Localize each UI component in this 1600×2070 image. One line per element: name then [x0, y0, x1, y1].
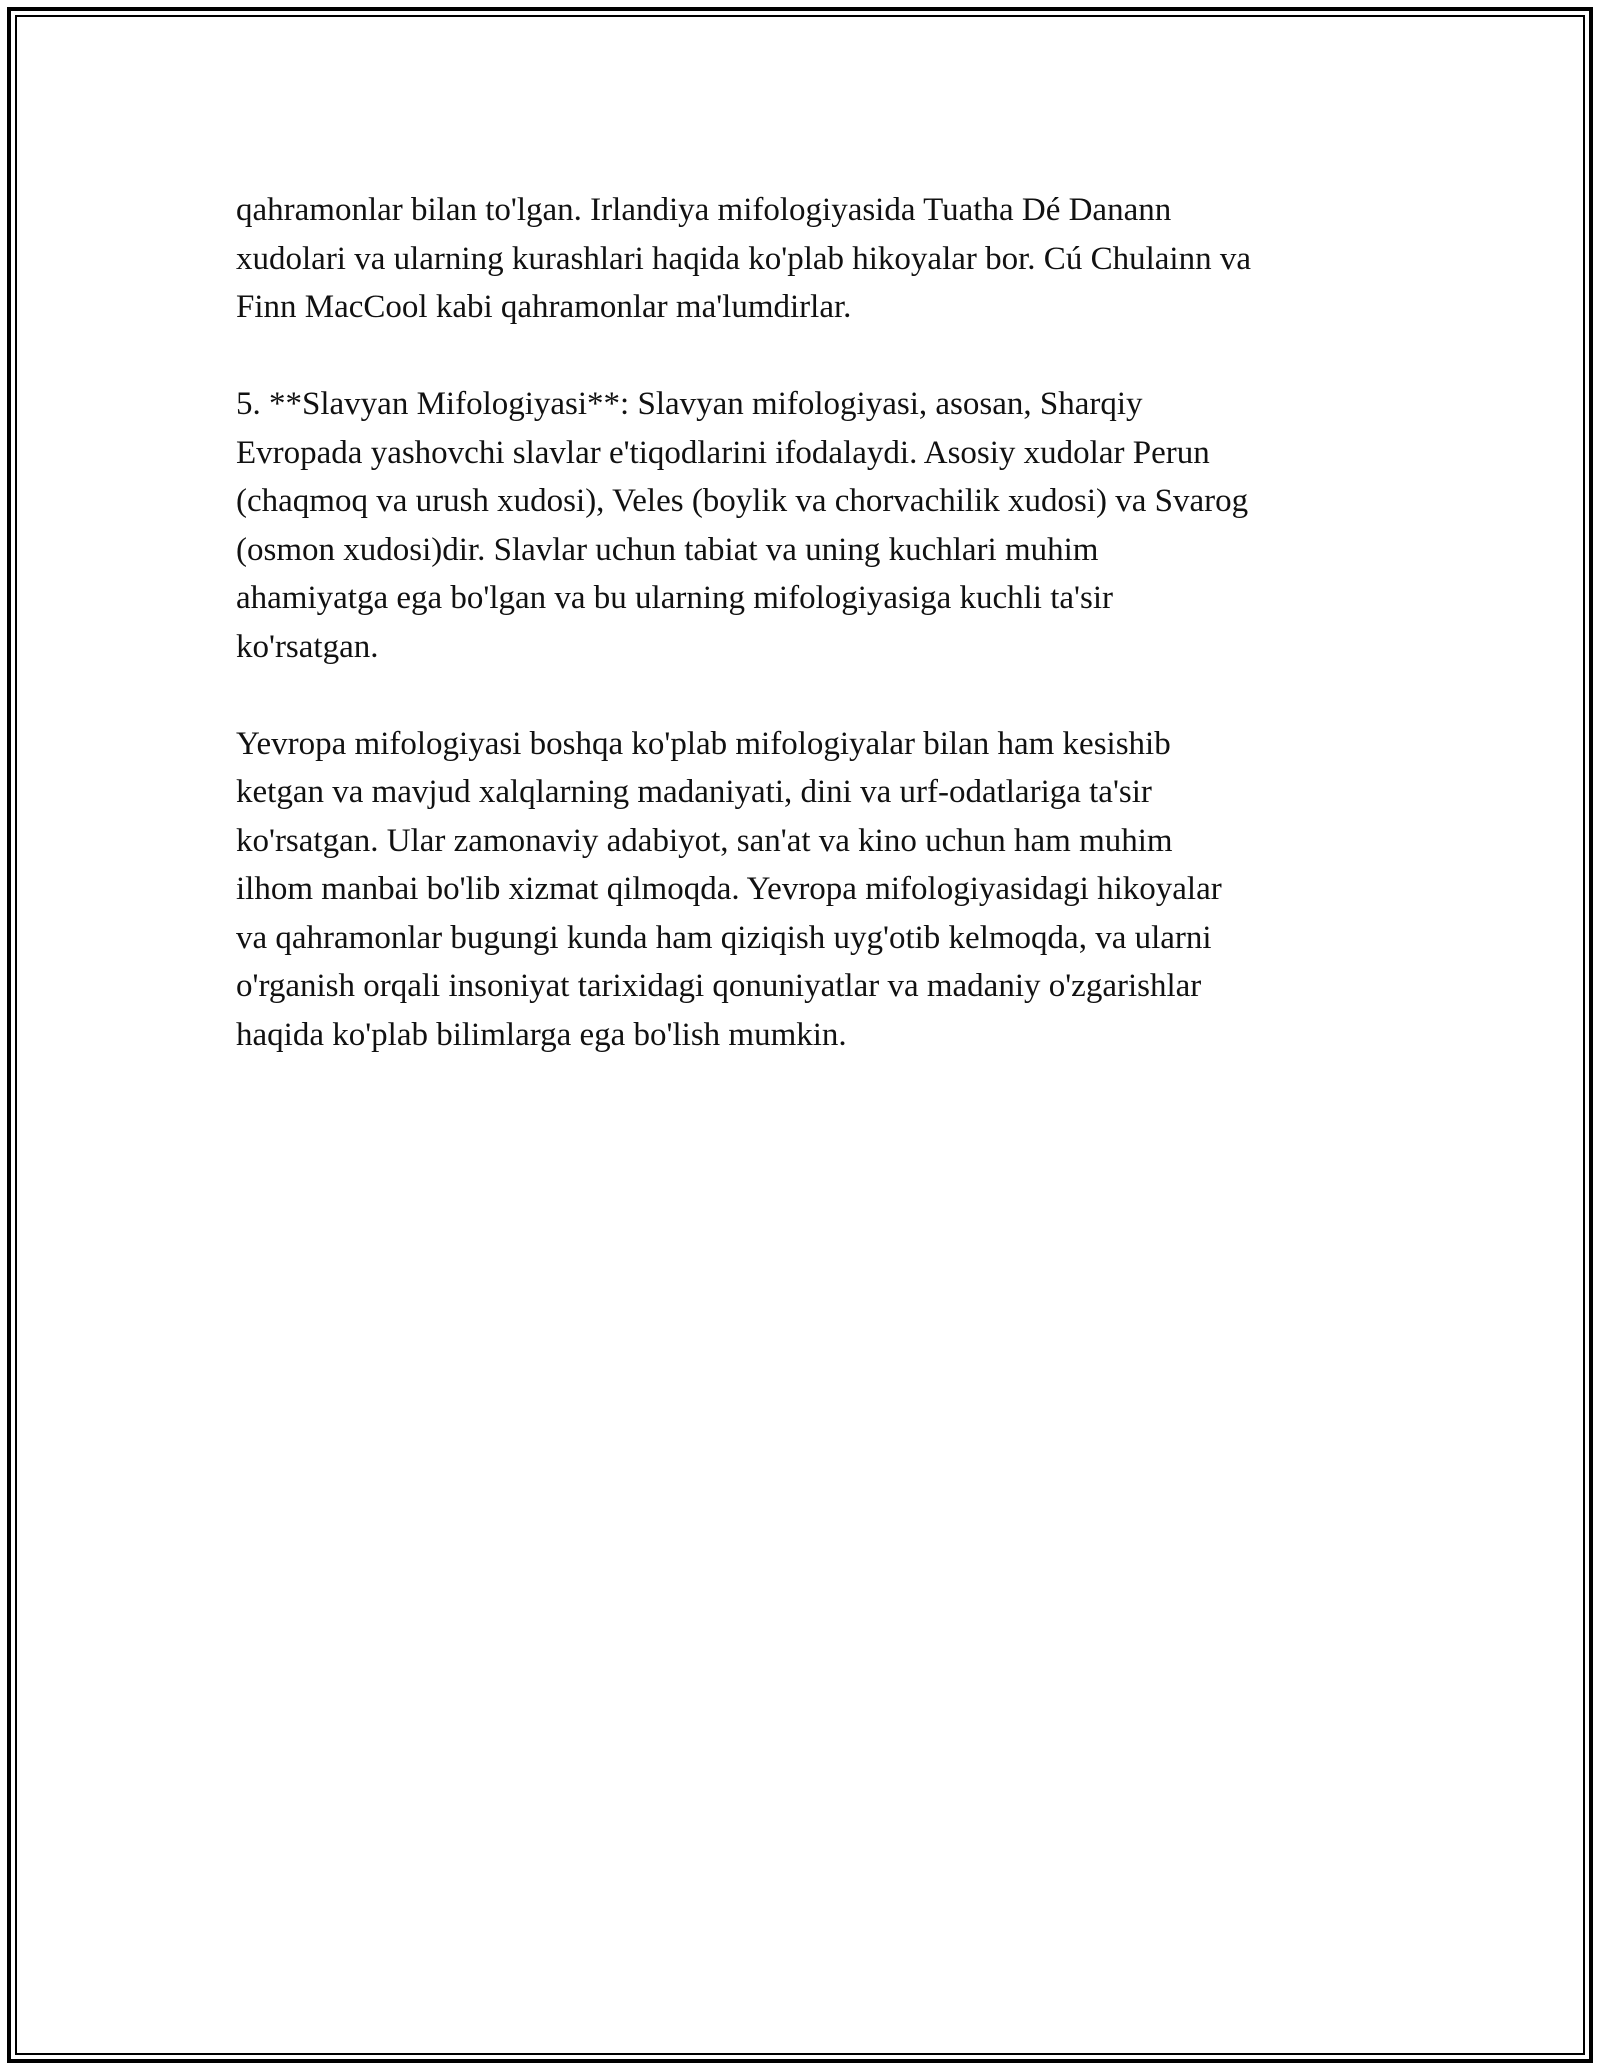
text-line: va qahramonlar bugungi kunda ham qiziqish uyg'otib kelmoqda, va ularni	[236, 919, 1212, 956]
text-line: o'rganish orqali insoniyat tarixidagi qonuniyatlar va madaniy o'zgarishlar	[236, 968, 1202, 1004]
text-line: ko'rsatgan. Ular zamonaviy adabiyot, san'at va kino uchun ham muhim	[236, 822, 1173, 859]
paragraph-celtic-continuation	[236, 186, 1376, 332]
text-line: Evropada yashovchi slavlar e'tiqodlarini ifodalaydi. Asosiy xudolar Perun	[236, 434, 1210, 471]
text-line: ahamiyatga ega bo'lgan va bu ularning mifologiyasiga kuchli ta'sir	[236, 580, 1113, 616]
paragraph-slavic-mythology	[236, 380, 1376, 671]
text-line: ketgan va mavjud xalqlarning madaniyati, dini va urf-odatlariga ta'sir	[236, 774, 1152, 810]
text-line: 5. **Slavyan Mifologiyasi**: Slavyan mifologiyasi, asosan, Sharqiy	[236, 386, 1143, 422]
text-line: (osmon xudosi)dir. Slavlar uchun tabiat va uning kuchlari muhim	[236, 531, 1099, 568]
document-body	[236, 186, 1376, 1108]
text-line: xudolari va ularning kurashlari haqida ko'plab hikoyalar bor. Cú Chulainn va	[236, 240, 1251, 277]
text-line: ko'rsatgan.	[236, 628, 379, 665]
text-line: ilhom manbai bo'lib xizmat qilmoqda. Yevropa mifologiyasidagi hikoyalar	[236, 871, 1222, 907]
text-line: qahramonlar bilan to'lgan. Irlandiya mifologiyasida Tuatha Dé Danann	[236, 192, 1172, 228]
text-line: (chaqmoq va urush xudosi), Veles (boylik va chorvachilik xudosi) va Svarog	[236, 483, 1249, 519]
paragraph-conclusion	[236, 720, 1376, 1060]
text-line: haqida ko'plab bilimlarga ega bo'lish mumkin.	[236, 1016, 847, 1053]
text-line: Finn MacCool kabi qahramonlar ma'lumdirlar.	[236, 289, 852, 325]
text-line: Yevropa mifologiyasi boshqa ko'plab mifologiyalar bilan ham kesishib	[236, 725, 1171, 762]
